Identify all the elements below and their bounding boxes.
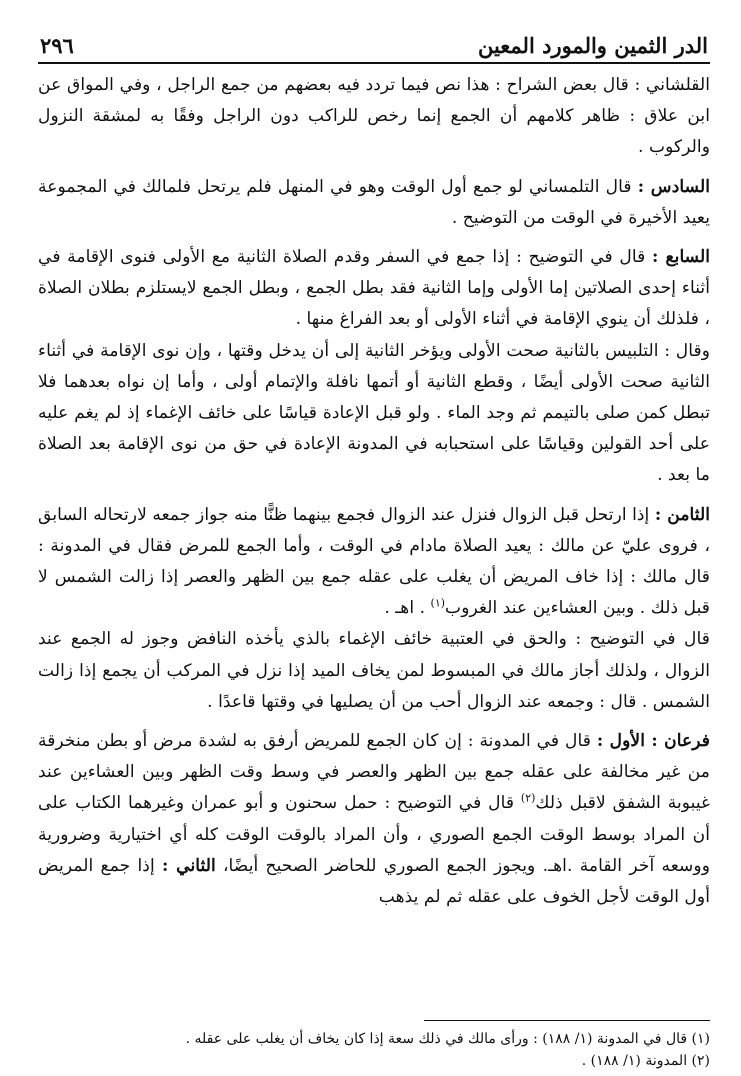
paragraph-lead: فرعان : الأول : (596, 731, 710, 752)
footnote-ref-1: (١) (430, 596, 446, 610)
page-header (38, 28, 710, 64)
page-body (38, 64, 710, 913)
paragraph-tail-second: إذا جمع المريض أول الوقت لأجل الخوف على عقله ثم لم يذهب (38, 855, 710, 908)
paragraph-text: القلشاني : قال بعض الشراح : هذا نص فيما تردد فيه بعضهم من جمع الراجل ، وفي المواق عن ابن علاق : ظاهر كلامهم أن الجمع إنما رخص للراكب دون الراجل وفقًا به لمشقة النزول والركوب . (38, 75, 710, 158)
paragraph-sixth (38, 172, 710, 234)
footnote-1: (١) قال في المدونة (١/ ١٨٨) : ورأى مالك في ذلك سعة إذا كان يخاف أن يغلب على عقله . (185, 1031, 710, 1047)
paragraph-lead-second: الثاني : (162, 855, 216, 876)
footnote-divider (424, 1020, 710, 1021)
paragraph-qalshani (38, 70, 710, 164)
paragraph-text: قال في التوضيح : إذا جمع في السفر وقدم الصلاة الثانية مع الأولى فنوى الإقامة في أثناء إحدى الصلاتين إما الأولى وإما الثانية فقد بطل الجمع ، وبطل الجمع لايستلزم بطلان الصلاة ، فلذلك أن ينوي الإقامة في أثناء الأولى أو بعد الفراغ منها . (38, 247, 710, 330)
paragraph-text: قال في المدونة : إن كان الجمع للمريض أرفق به لشدة مرض أو بطن منخرقة من غير مخالفة على عقله جمع بين الظهر والعصر في وسط وقت الظهر وبين العشاءين عند غيبوبة الشفق لاقبل ذلك (38, 731, 710, 814)
footnote-2: (٢) المدونة (١/ ١٨٨) . (581, 1053, 710, 1069)
paragraph-text: إذا ارتحل قبل الزوال فنزل عند الزوال فجمع بينهما ظنًّا منه جواز جمعه لارتحاله السابق ، فروى عليّ عن مالك : يعيد الصلاة مادام في الوقت ، وأما الجمع للمرض فقال في المدونة : قال مالك : إذا خاف المريض أن يغلب على عقله جمع بين الظهر والعصر إذا زالت الشمس لا قبل ذلك . وبين العشاءين عند الغروب (38, 504, 710, 619)
footnote-ref-2: (٢) (520, 791, 536, 805)
paragraph-eighth (38, 500, 710, 625)
paragraph-lead: السادس : (637, 176, 710, 197)
paragraph-lead: السابع : (652, 247, 711, 268)
paragraph-eighth-cont (38, 624, 710, 718)
paragraph-tail: . اهـ . (384, 598, 426, 619)
paragraph-tail: قال في التوضيح : حمل سحنون و أبو عمران وغيرهما الكتاب على أن المراد بوسط الوقت الجمع الصوري ، وأن المراد بالوقت الوقت كله أي اختيارية وضرورية ووسعه آخر القامة .اهـ. ويجوز الجمع الصوري للحاضر الصحيح أيضًا، (38, 793, 711, 876)
footnotes (38, 1028, 710, 1072)
paragraph-two-branches (38, 726, 710, 913)
paragraph-seventh (38, 242, 710, 336)
paragraph-text: وقال : التلبيس بالثانية صحت الأولى ويؤخر الثانية إلى أن يدخل وقتها ، وإن نوى الإقامة في أثناء الثانية صحت الأولى أيضًا ، وقطع الثانية أو أتمها نافلة والإتمام أولى ، وأما إن نواه بعدهما فلا تبطل كمن صلى بالتيمم ثم وجد الماء . ولو قبل الإعادة قياسًا على خائف الإغماء إذ لم يغم عليه على أحد القولين وقياسًا على استحبابه في المدونة الإعادة في حق من نوى الإقامة بعد الصلاة ما بعد . (38, 340, 710, 486)
running-title: الدر الثمين والمورد المعين (477, 33, 708, 58)
paragraph-text: قال التلمساني لو جمع أول الوقت وهو في المنهل فلم يرتحل فلمالك في المجموعة يعيد الأخيرة في الوقت من التوضيح . (38, 176, 710, 228)
page-number: ٢٩٦ (40, 33, 74, 58)
paragraph-text: قال في التوضيح : والحق في العتبية خائف الإغماء بالذي يأخذه النافض وجوز له الجمع عند الزوال ، ولذلك أجاز مالك في المبسوط لمن يخاف الميد إذا نزل في المركب أن يجمع إذا زالت الشمس . قال : وجمعه عند الزوال أحب من أن يصليها في وقتها قاعدًا . (38, 629, 710, 712)
paragraph-seventh-cont (38, 336, 710, 492)
paragraph-lead: الثامن : (654, 504, 710, 525)
page (38, 28, 710, 1068)
